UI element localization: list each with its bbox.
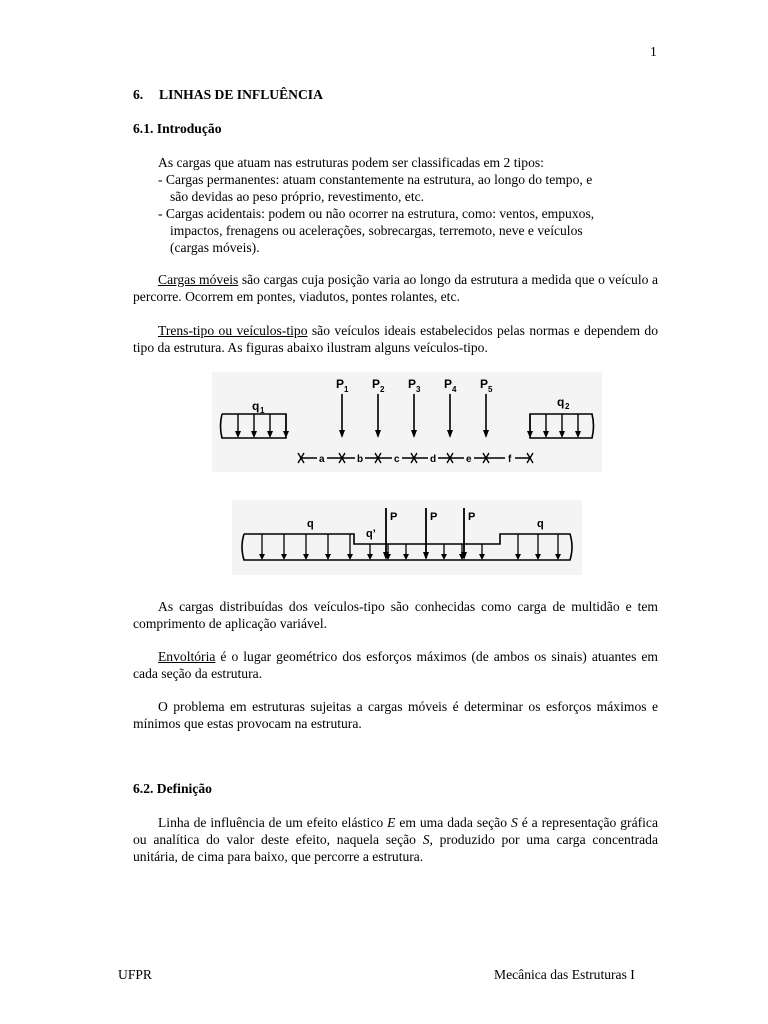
- p5-label: P: [480, 377, 489, 391]
- crowd-load-paragraph: As cargas distribuídas dos veículos-tipo são conhecidas como carga de multidão e tem comprimento de aplicação variável.: [133, 599, 658, 631]
- chapter-title: LINHAS DE INFLUÊNCIA: [159, 87, 323, 102]
- accidental-loads-line-3: (cargas móveis).: [170, 240, 260, 255]
- spacing-f: f: [508, 454, 512, 465]
- moving-loads-term: Cargas móveis: [158, 272, 239, 287]
- q-right-label: q: [537, 518, 544, 530]
- spacing-d: d: [430, 454, 437, 465]
- definition-text-2: em uma dada seção: [399, 815, 508, 830]
- p-label-1: P: [390, 511, 398, 523]
- p3-subscript: 3: [416, 385, 421, 394]
- symbol-s-2: S: [422, 832, 430, 847]
- envelope-paragraph: [133, 648, 658, 682]
- definition-text-4: , produzido por uma carga concentrada unitária, de cima para baixo, que percorre a estrutura.: [133, 832, 658, 864]
- envelope-term: Envoltória: [158, 649, 216, 664]
- vehicle-types-term: Trens-tipo ou veículos-tipo: [158, 323, 308, 338]
- p-label-2: P: [430, 511, 438, 523]
- p4-subscript: 4: [452, 385, 457, 394]
- spacing-b: b: [357, 454, 364, 465]
- permanent-loads-line-1: - Cargas permanentes: atuam constantemente na estrutura, ao longo do tempo, e: [158, 172, 593, 187]
- p4-label: P: [444, 377, 453, 391]
- vehicle-type-figure-2: [232, 500, 582, 575]
- p5-subscript: 5: [488, 385, 493, 394]
- p2-subscript: 2: [380, 385, 385, 394]
- chapter-heading: [133, 87, 323, 103]
- spacing-c: c: [394, 454, 400, 465]
- permanent-loads-line-2: são devidas ao peso próprio, revestimento, etc.: [170, 189, 425, 204]
- intro-text: As cargas que atuam nas estruturas podem ser classificadas em 2 tipos:: [158, 155, 544, 170]
- footer-institution: UFPR: [118, 967, 153, 982]
- section-heading-intro: 6.1. Introdução: [133, 121, 222, 136]
- q-left-label: q: [307, 518, 314, 530]
- chapter-number: 6.: [133, 87, 144, 102]
- p-label-3: P: [468, 511, 476, 523]
- p2-label: P: [372, 377, 381, 391]
- p1-label: P: [336, 377, 345, 391]
- q2-subscript: 2: [565, 402, 570, 411]
- vehicle-types-paragraph: [133, 322, 658, 356]
- accidental-loads-line-2: impactos, frenagens ou acelerações, sobrecargas, terremoto, neve e veículos: [170, 223, 583, 238]
- vehicle-type-figure-1: [212, 372, 602, 472]
- accidental-loads-line-1: - Cargas acidentais: podem ou não ocorrer na estrutura, como: ventos, empuxos,: [158, 206, 595, 221]
- section-heading-definition: 6.2. Definição: [133, 781, 212, 796]
- definition-text-3: é a representação gráfica ou analítica do valor deste efeito, naquela seção: [133, 815, 658, 847]
- q2-label: q: [557, 395, 565, 409]
- spacing-a: a: [319, 454, 325, 465]
- moving-loads-paragraph: [133, 271, 658, 305]
- p3-label: P: [408, 377, 417, 391]
- envelope-text: é o lugar geométrico dos esforços máximos (de ambos os sinais) atuantes em cada seção da estrutura.: [133, 649, 658, 681]
- definition-text-1: Linha de influência de um efeito elástico: [158, 815, 384, 830]
- page-number: 1: [650, 44, 657, 59]
- p1-subscript: 1: [344, 385, 349, 394]
- footer-course: Mecânica das Estruturas I: [494, 967, 635, 982]
- definition-paragraph: [133, 814, 658, 865]
- symbol-e: E: [387, 815, 396, 830]
- vehicle-types-text: são veículos ideais estabelecidos pelas normas e dependem do tipo da estrutura. As figuras abaixo ilustram alguns veículos-tipo.: [133, 323, 659, 355]
- q-prime-label: q’: [366, 528, 376, 540]
- q1-label: q: [252, 399, 260, 413]
- spacing-e: e: [466, 454, 472, 465]
- symbol-s: S: [510, 815, 518, 830]
- q1-subscript: 1: [260, 406, 265, 415]
- moving-loads-text: são cargas cuja posição varia ao longo da estrutura a medida que o veículo a percorre. Ocorrem em pontes, viadutos, pontes rolantes, etc.: [133, 272, 658, 304]
- problem-paragraph: O problema em estruturas sujeitas a cargas móveis é determinar os esforços máximos e mínimos que estas provocam na estrutura.: [133, 699, 658, 731]
